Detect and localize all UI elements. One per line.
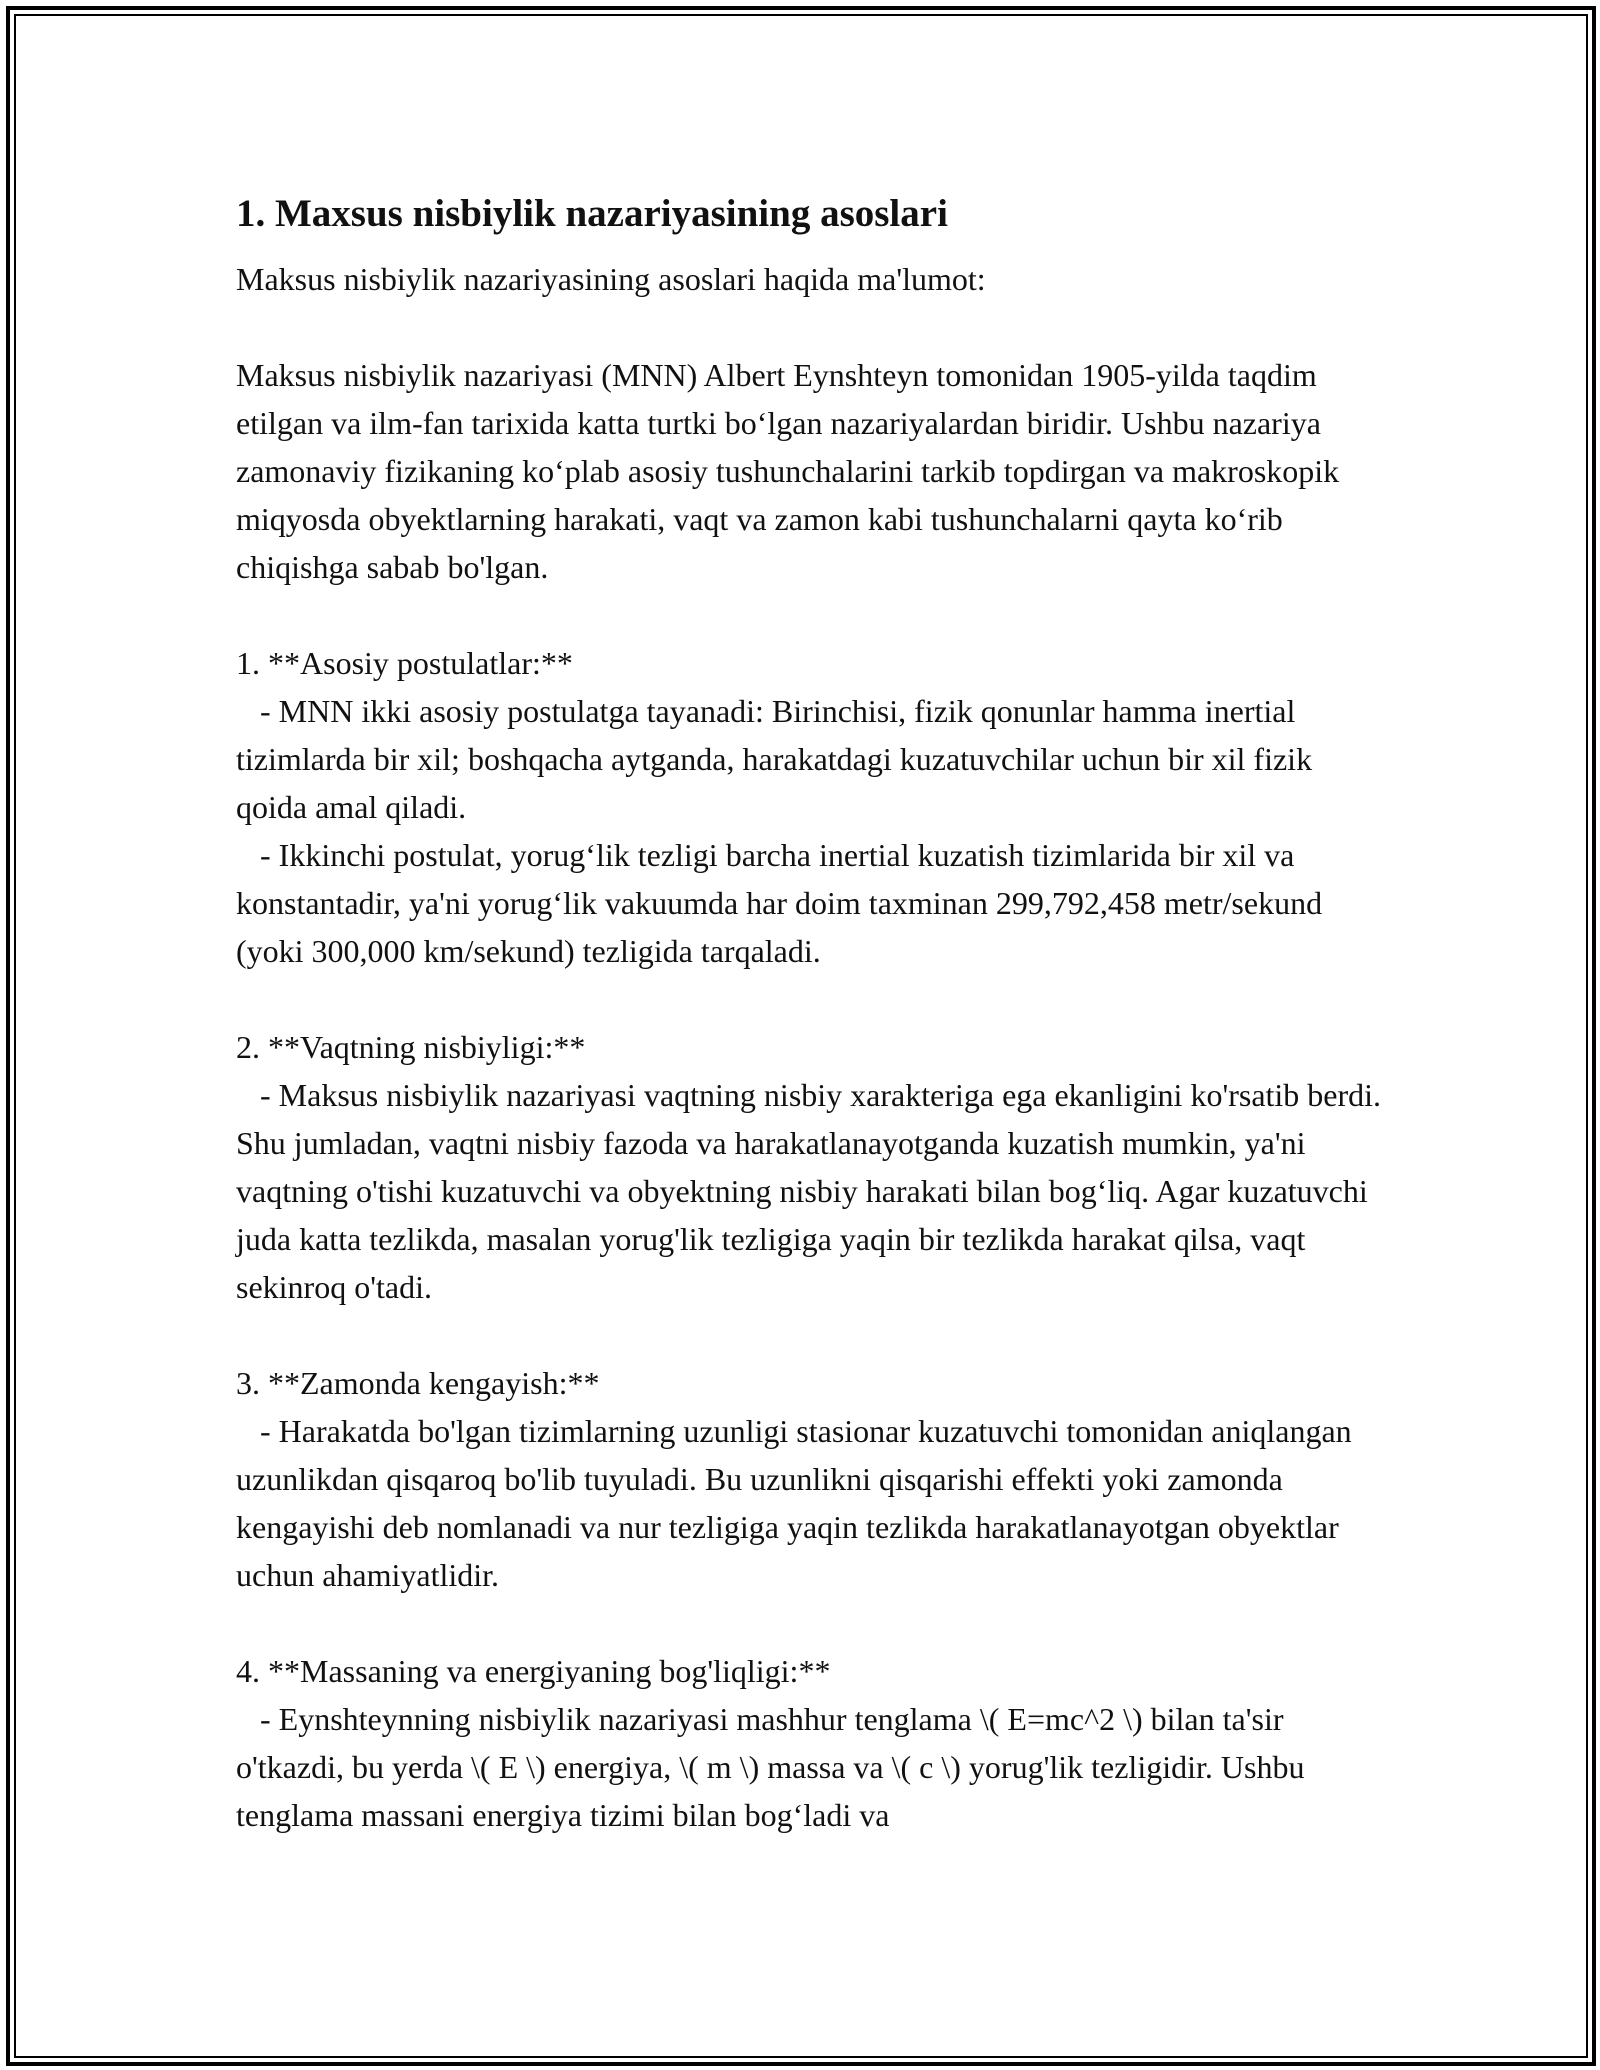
section-line: - Maksus nisbiylik nazariyasi vaqtning nisbiy xarakteriga ega ekanligini ko'rsatib berdi. Shu jumladan, vaqtni nisbiy fazoda va harakatlanayotganda kuzatish mumkin, ya'ni vaqtning o'tishi kuzatuvchi va obyektning nisbiy harakati bilan bog‘liq. Agar kuzatuvchi juda katta tezlikda, masalan yorug'lik tezligiga yaqin bir tezlikda harakat qilsa, vaqt sekinroq o'tadi. [236, 1077, 1390, 1305]
section-length-contraction [236, 1359, 1386, 1599]
section-line: - Harakatda bo'lgan tizimlarning uzunligi stasionar kuzatuvchi tomonidan aniqlangan uzunlikdan qisqaroq bo'lib tuyuladi. Bu uzunlikni qisqarishi effekti yoki zamonda kengayishi deb nomlanadi va nur tezligiga yaqin tezlikda harakatlanayotgan obyektlar uchun ahamiyatlidir. [236, 1413, 1360, 1593]
section-mass-energy [236, 1647, 1386, 1839]
document-body [236, 188, 1390, 1839]
section-heading: 4. **Massaning va energiyaning bog'liqligi:** [236, 1653, 831, 1689]
section-heading: 3. **Zamonda kengayish:** [236, 1365, 600, 1401]
section-line: - Ikkinchi postulat, yorug‘lik tezligi barcha inertial kuzatish tizimlarida bir xil va konstantadir, ya'ni yorug‘lik vakuumda har doim taxminan 299,792,458 metr/sekund (yoki 300,000 km/sekund) tezligida tarqaladi. [236, 837, 1331, 969]
document-title: 1. Maxsus nisbiylik nazariyasining asoslari [236, 192, 948, 235]
paragraph-gap [236, 303, 1386, 351]
paragraph-gap [236, 591, 1386, 639]
overview-paragraph: Maksus nisbiylik nazariyasi (MNN) Albert Eynshteyn tomonidan 1905-yilda taqdim etilgan va ilm-fan tarixida katta turtki bo‘lgan nazariyalardan biridir. Ushbu nazariya zamonaviy fizikaning ko‘plab asosiy tushunchalarini tarkib topdirgan va makroskopik miqyosda obyektlarning harakati, vaqt va zamon kabi tushunchalarni qayta ko‘rib chiqishga sabab bo'lgan. [236, 357, 1348, 585]
section-line: - Eynshteynning nisbiylik nazariyasi mashhur tenglama \( E=mc^2 \) bilan ta'sir o'tkazdi, bu yerda \( E \) energiya, \( m \) massa va \( c \) yorug'lik tezligidir. Ushbu tenglama massani energiya tizimi bilan bog‘ladi va [236, 1701, 1313, 1833]
section-time-relativity [236, 1023, 1390, 1311]
section-line: - MNN ikki asosiy postulatga tayanadi: Birinchisi, fizik qonunlar hamma inertial tizimlarda bir xil; boshqacha aytganda, harakatdagi kuzatuvchilar uchun bir xil fizik qoida amal qiladi. [236, 693, 1321, 825]
section-postulates [236, 639, 1386, 975]
paragraph-gap [236, 975, 1386, 1023]
section-heading: 1. **Asosiy postulatlar:** [236, 645, 573, 681]
intro-paragraph: Maksus nisbiylik nazariyasining asoslari haqida ma'lumot: [236, 261, 986, 297]
section-heading: 2. **Vaqtning nisbiyligi:** [236, 1029, 586, 1065]
paragraph-gap [236, 1599, 1386, 1647]
paragraph-gap [236, 1311, 1386, 1359]
